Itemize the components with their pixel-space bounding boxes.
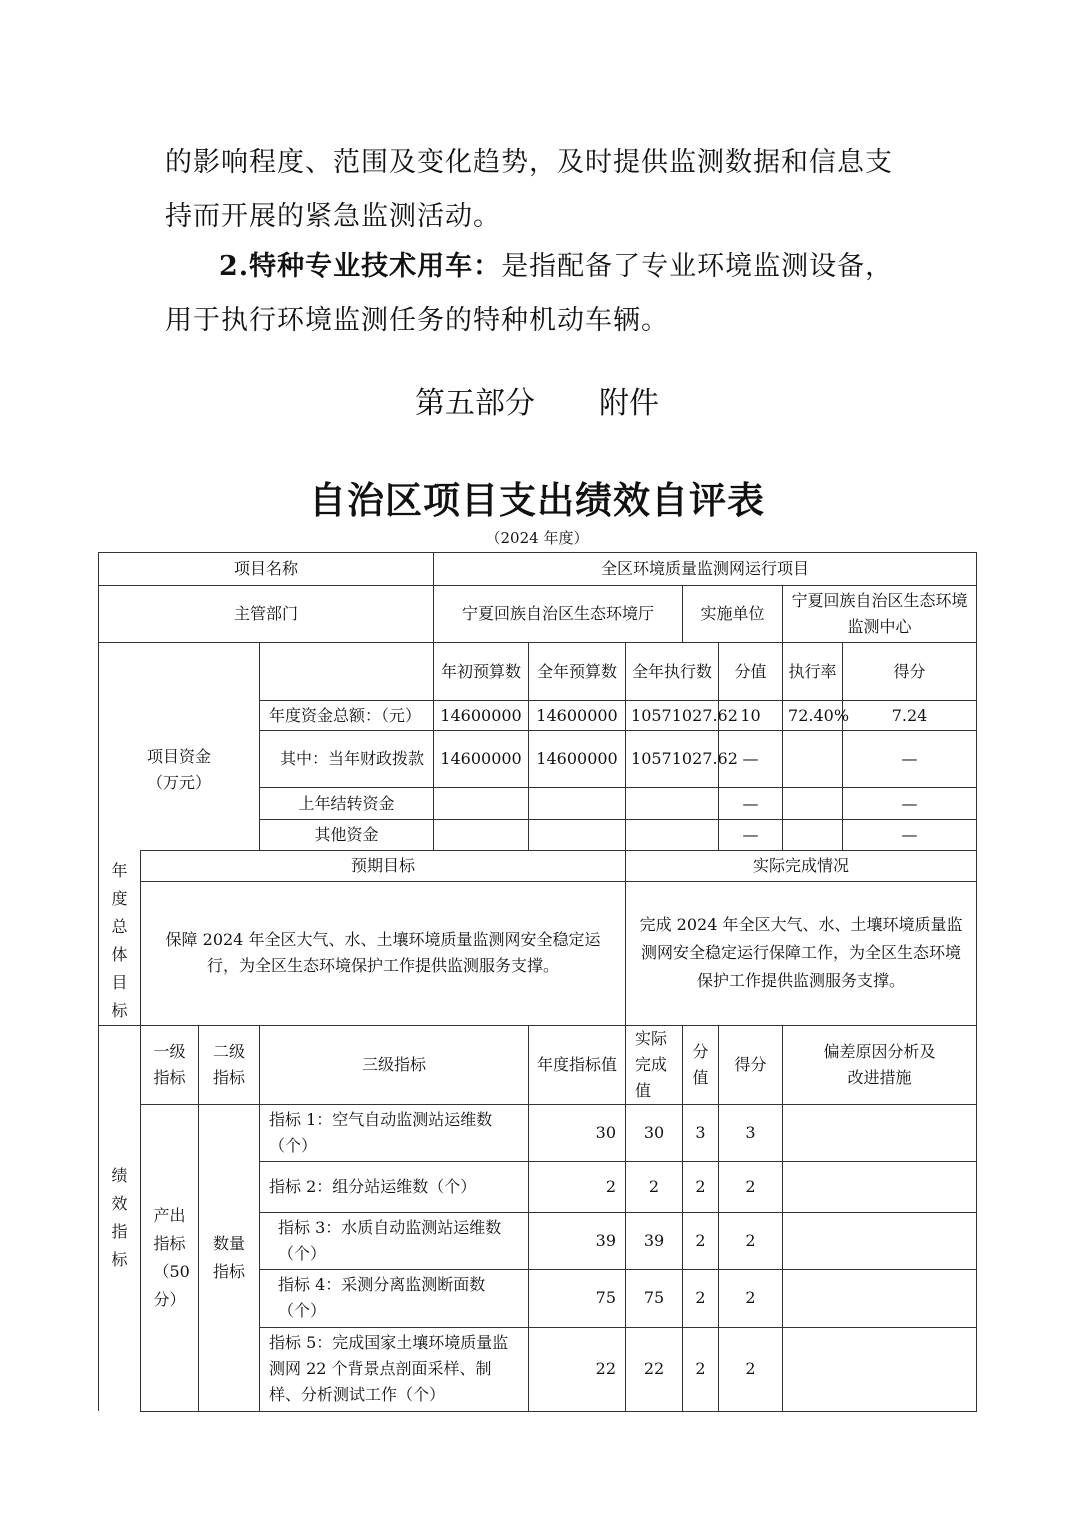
indicator-note	[783, 1104, 977, 1161]
section-heading	[0, 378, 1074, 422]
funds-initial: 14600000	[434, 701, 529, 731]
paragraph-line: 持而开展的紧急监测活动。	[165, 201, 501, 232]
indicator-name: 指标 4：采测分离监测断面数（个）	[260, 1269, 529, 1327]
funds-rate: 72.40%	[783, 701, 843, 731]
project-name-value: 全区环境质量监测网运行项目	[434, 553, 977, 586]
funds-score: —	[843, 788, 977, 820]
indicator-header: 二级指标	[199, 1025, 260, 1104]
expected-goal-label: 预期目标	[141, 851, 626, 882]
funds-header: 得分	[843, 643, 977, 701]
funds-rate	[783, 820, 843, 851]
funds-score: —	[843, 731, 977, 788]
indicator-actual: 30	[626, 1104, 683, 1161]
indicator-note	[783, 1327, 977, 1411]
indicator-note	[783, 1269, 977, 1327]
indicator-header: 三级指标	[260, 1025, 529, 1104]
indicator-note	[783, 1161, 977, 1212]
paragraph-special-vehicle	[165, 240, 925, 348]
funds-full	[529, 788, 626, 820]
funds-executed	[626, 788, 719, 820]
indicator-level2: 数量指标	[199, 1104, 260, 1411]
funds-header: 全年执行数	[626, 643, 719, 701]
funds-row-name: 上年结转资金	[260, 788, 434, 820]
indicator-header: 偏差原因分析及改进措施	[783, 1025, 977, 1104]
indicator-weight: 3	[683, 1104, 719, 1161]
funds-initial	[434, 788, 529, 820]
indicator-target: 39	[529, 1212, 626, 1269]
goals-side-label: 年度总体目标	[99, 851, 141, 1026]
indicator-level1: 产出指标（50分）	[141, 1104, 199, 1411]
paragraph-line	[165, 240, 925, 294]
indicator-name: 指标 1：空气自动监测站运维数（个）	[260, 1104, 529, 1161]
indicator-weight: 2	[683, 1212, 719, 1269]
indicator-header: 一级指标	[141, 1025, 199, 1104]
indicator-actual: 22	[626, 1327, 683, 1411]
dept-value: 宁夏回族自治区生态环境厅	[434, 586, 683, 643]
funds-header: 执行率	[783, 643, 843, 701]
indicator-target: 75	[529, 1269, 626, 1327]
funds-full: 14600000	[529, 731, 626, 788]
indicator-header: 实际完成值	[626, 1025, 683, 1104]
indicator-actual: 75	[626, 1269, 683, 1327]
unit-value: 宁夏回族自治区生态环境监测中心	[783, 586, 977, 643]
actual-result-text: 完成 2024 年全区大气、水、土壤环境质量监测网安全稳定运行保障工作，为全区生态环境保护工作提供监测服务支撑。	[626, 881, 977, 1025]
indicators-side-label: 绩效指标	[99, 1025, 141, 1411]
indicator-header: 分值	[683, 1025, 719, 1104]
funds-full: 14600000	[529, 701, 626, 731]
form-title: 自治区项目支出绩效自评表	[309, 478, 765, 522]
project-name-label: 项目名称	[99, 553, 434, 586]
funds-initial	[434, 820, 529, 851]
funds-weight: 10	[719, 701, 783, 731]
funds-header: 年初预算数	[434, 643, 529, 701]
funds-header: 分值	[719, 643, 783, 701]
funds-header: 全年预算数	[529, 643, 626, 701]
indicator-score: 2	[719, 1269, 783, 1327]
funds-full	[529, 820, 626, 851]
funds-weight: —	[719, 788, 783, 820]
indicator-header: 得分	[719, 1025, 783, 1104]
indicator-actual: 2	[626, 1161, 683, 1212]
indicator-actual: 39	[626, 1212, 683, 1269]
funds-rate	[783, 731, 843, 788]
indicator-name: 指标 3：水质自动监测站运维数（个）	[260, 1212, 529, 1269]
indicator-score: 2	[719, 1212, 783, 1269]
funds-initial: 14600000	[434, 731, 529, 788]
actual-result-label: 实际完成情况	[626, 851, 977, 882]
form-year: （2024 年度）	[485, 529, 589, 547]
indicator-target: 30	[529, 1104, 626, 1161]
funds-rate	[783, 788, 843, 820]
self-evaluation-table	[98, 552, 976, 1412]
funds-header-blank	[260, 643, 434, 701]
indicator-score: 2	[719, 1327, 783, 1411]
indicator-name: 指标 5：完成国家土壤环境质量监测网 22 个背景点剖面采样、制样、分析测试工作（个）	[260, 1327, 529, 1411]
indicator-header: 年度指标值	[529, 1025, 626, 1104]
funds-score: —	[843, 820, 977, 851]
indicator-name: 指标 2：组分站运维数（个）	[260, 1161, 529, 1212]
term-definition: 是指配备了专业环境监测设备，	[501, 251, 894, 282]
funds-label: 项目资金（万元）	[99, 643, 260, 851]
term-label: 2.特种专业技术用车：	[219, 251, 502, 282]
funds-executed	[626, 820, 719, 851]
funds-weight: —	[719, 731, 783, 788]
funds-row-name: 其他资金	[260, 820, 434, 851]
unit-label: 实施单位	[683, 586, 783, 643]
indicator-weight: 2	[683, 1327, 719, 1411]
indicator-note	[783, 1212, 977, 1269]
section-name: 附件	[599, 386, 659, 421]
paragraph-line: 用于执行环境监测任务的特种机动车辆。	[165, 305, 669, 336]
indicator-target: 2	[529, 1161, 626, 1212]
dept-label: 主管部门	[99, 586, 434, 643]
section-part: 第五部分	[415, 386, 535, 421]
indicator-score: 2	[719, 1161, 783, 1212]
indicator-score: 3	[719, 1104, 783, 1161]
funds-row-name: 年度资金总额：（元）	[260, 701, 434, 731]
paragraph-line: 的影响程度、范围及变化趋势，及时提供监测数据和信息支	[165, 147, 893, 178]
funds-score: 7.24	[843, 701, 977, 731]
paragraph-emergency-monitoring	[165, 136, 925, 244]
indicator-weight: 2	[683, 1161, 719, 1212]
funds-executed: 10571027.62	[626, 731, 719, 788]
funds-weight: —	[719, 820, 783, 851]
expected-goal-text: 保障 2024 年全区大气、水、土壤环境质量监测网安全稳定运行，为全区生态环境保护工作提供监测服务支撑。	[141, 881, 626, 1025]
funds-executed: 10571027.62	[626, 701, 719, 731]
indicator-target: 22	[529, 1327, 626, 1411]
funds-row-name: 其中：当年财政拨款	[260, 731, 434, 788]
indicator-weight: 2	[683, 1269, 719, 1327]
